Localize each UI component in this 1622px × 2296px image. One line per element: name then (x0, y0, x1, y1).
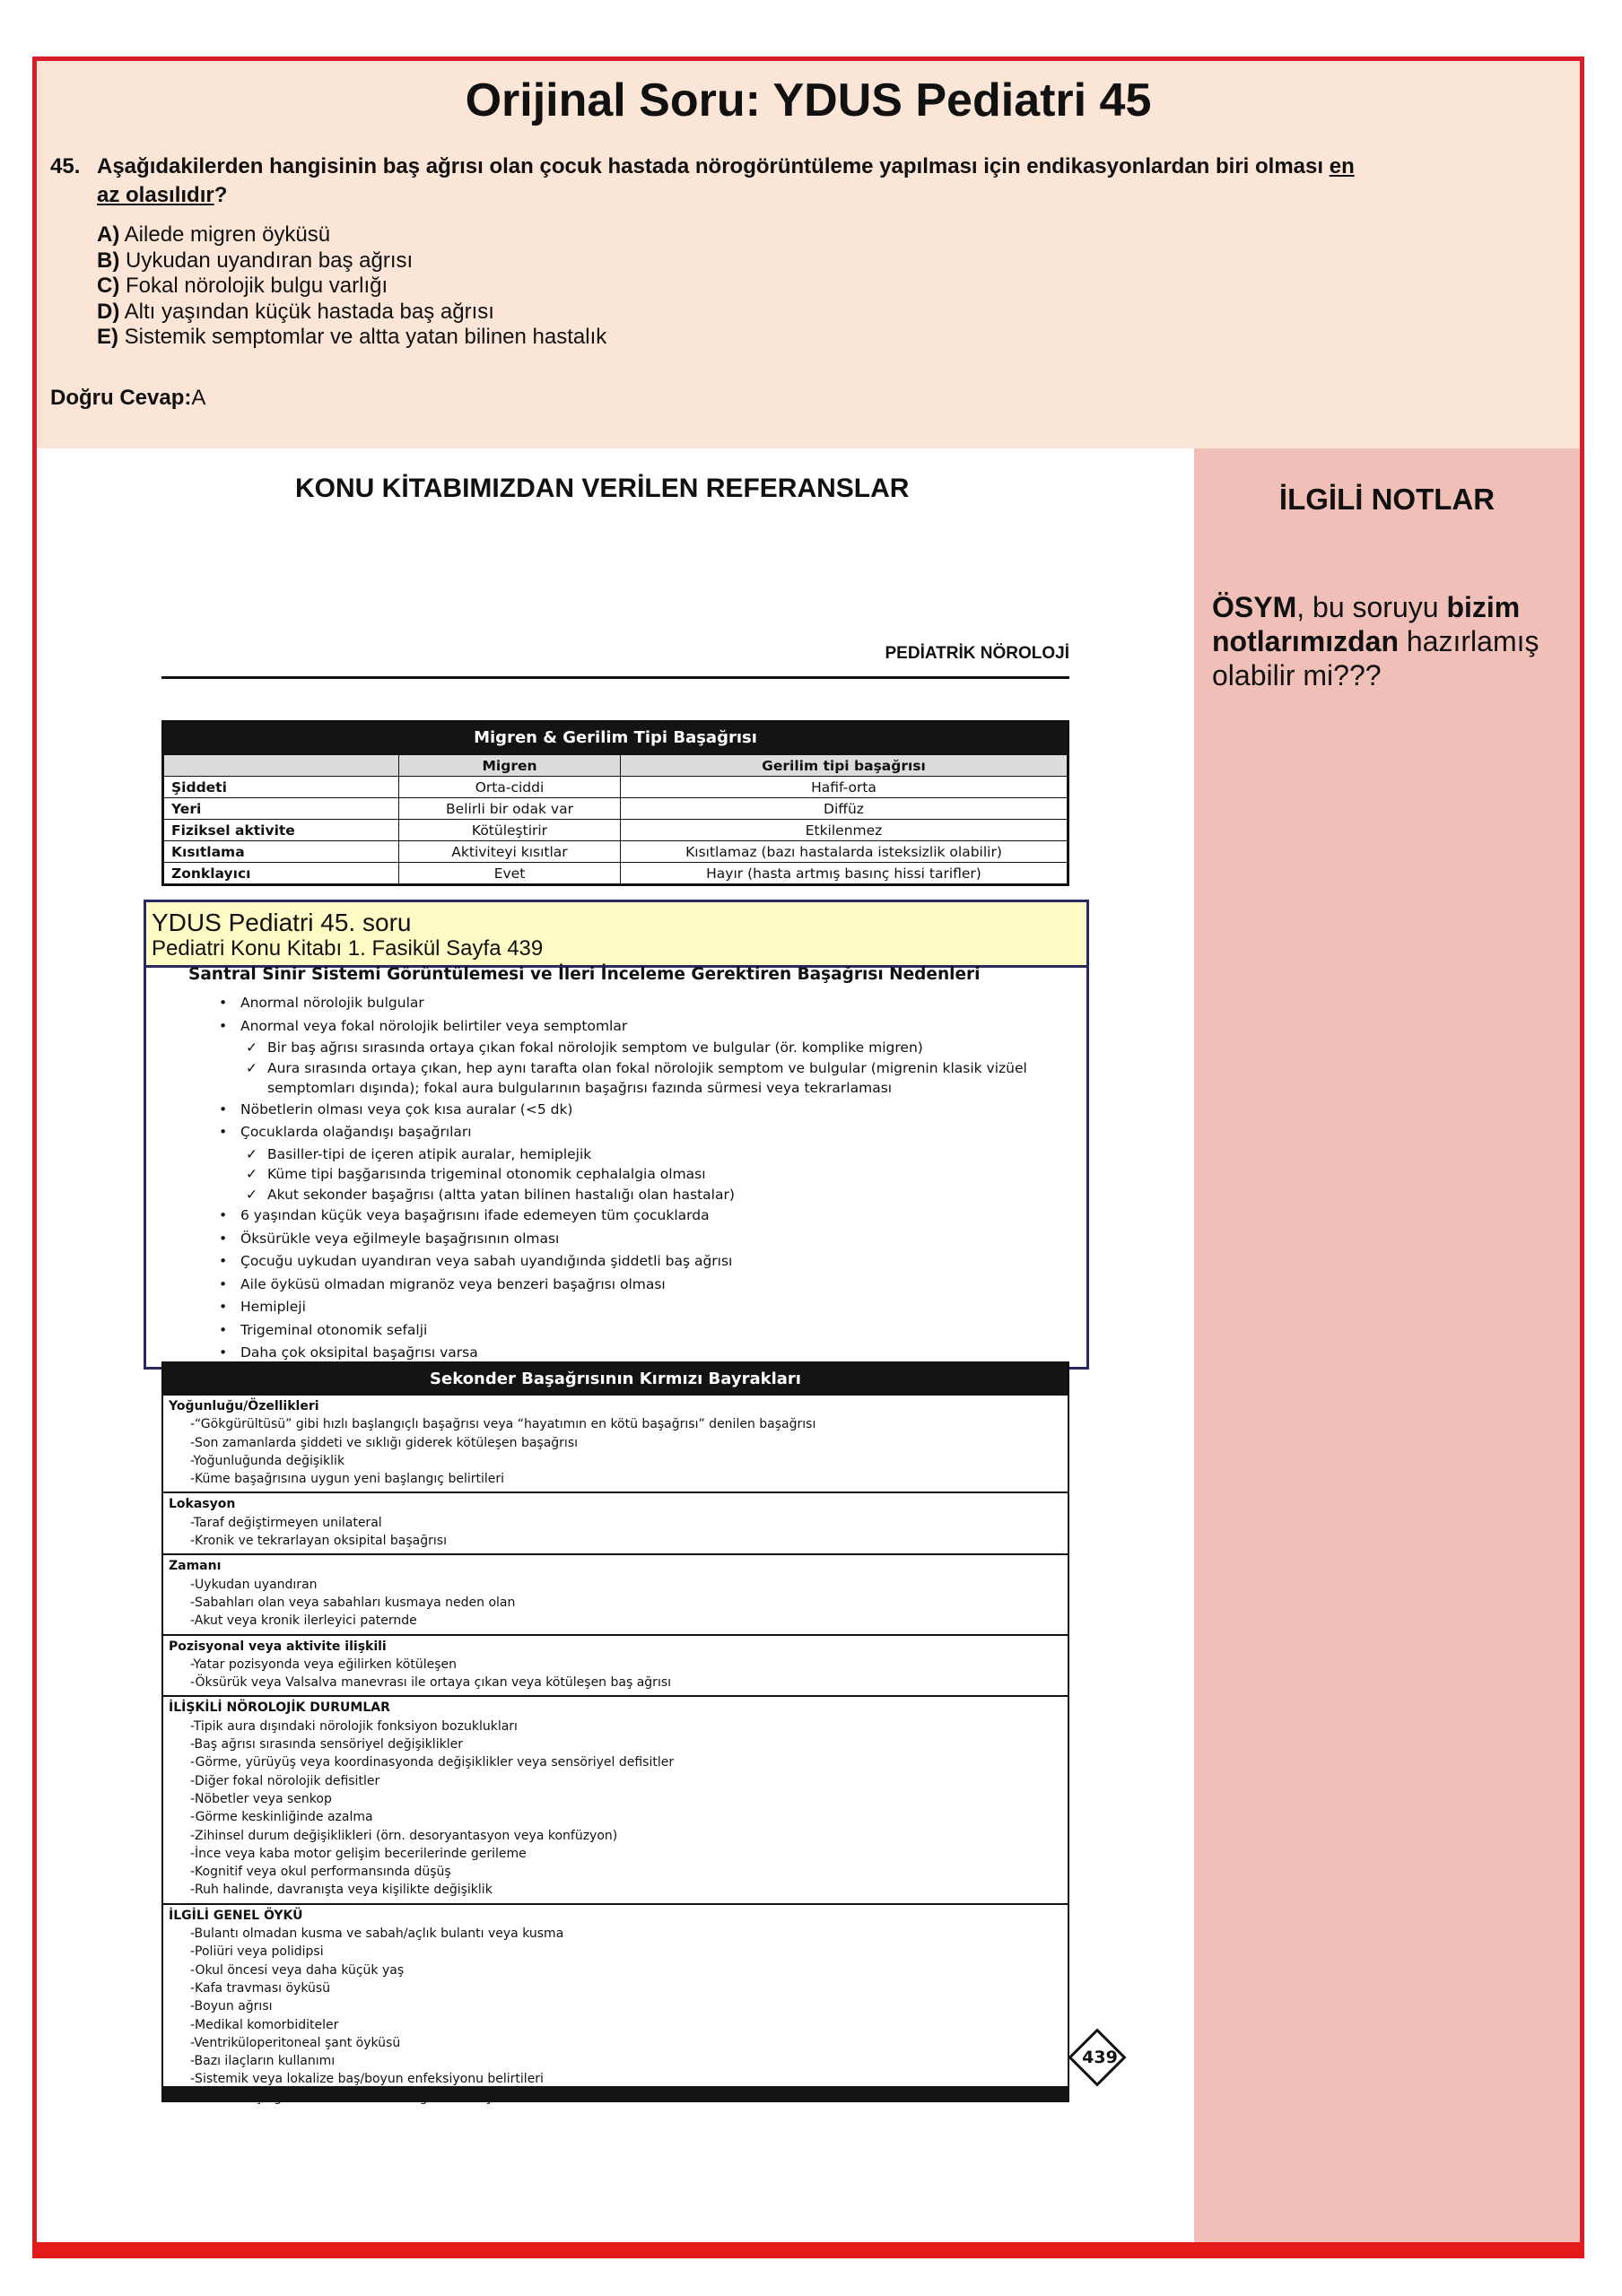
bullet-item: • Anormal nörolojik bulgular (219, 992, 1080, 1015)
bullet-item: • 6 yaşından küçük veya başağrısını ifade edemeyen tüm çocuklarda (219, 1205, 1080, 1228)
check-icon: ✓ (246, 1039, 257, 1056)
question-number: 45. (50, 154, 81, 178)
section-item: -Uykudan uyandıran (190, 1577, 318, 1592)
bullet-item: • Anormal veya fokal nörolojik belirtiler veya semptomlar (219, 1015, 1080, 1039)
option-d: D) Altı yaşından küçük hastada baş ağrısı (97, 299, 494, 324)
section-item: -Zihinsel durum değişiklikleri (örn. desoryantasyon veya konfüzyon) (190, 1828, 618, 1843)
bullet-item: • Daha çok oksipital başağrısı varsa (219, 1342, 1080, 1365)
section-item: -Ventriküloperitoneal şant öyküsü (190, 2035, 401, 2050)
question-emphasis-1: en (1329, 154, 1355, 178)
section-item: -Görme keskinliğinde azalma (190, 1810, 373, 1825)
table-row: Fiziksel aktivite Kötüleştirir Etkilenmez (164, 820, 1068, 841)
section-heading: İLGİLİ GENEL ÖYKÜ (169, 1908, 303, 1923)
bullet-item: • Çocuğu uykudan uyandıran veya sabah uyandığında şiddetli baş ağrısı (219, 1250, 1080, 1274)
section-item: -Nöbetler veya senkop (190, 1791, 332, 1806)
page-title: Orijinal Soru: YDUS Pediatri 45 (465, 74, 1152, 126)
section-item: -Yoğunluğunda değişiklik (190, 1453, 345, 1468)
bullet-icon: • (219, 1124, 228, 1140)
red-flag-section (163, 1697, 1068, 1904)
sub-item: ✓ Küme tipi başğarısında trigeminal otonomik cephalalgia olması (219, 1164, 1080, 1185)
bullet-icon: • (219, 1299, 228, 1315)
table-row: Kısıtlama Aktiviteyi kısıtlar Kısıtlamaz (bazı hastalarda isteksizlik olabilir) (164, 841, 1068, 863)
page-number: 439 (1082, 2048, 1118, 2067)
notes-panel (1194, 448, 1580, 2242)
bullet-icon: • (219, 1230, 228, 1247)
question-emphasis-2: az olasılıdır (97, 183, 214, 207)
check-icon: ✓ (246, 1166, 257, 1182)
section-item: -Kronik ve tekrarlayan oksipital başağrısı (190, 1534, 447, 1549)
section-item: -Taraf değiştirmeyen unilateral (190, 1515, 382, 1530)
sekonder-bottom-bar (161, 2086, 1069, 2102)
check-icon: ✓ (246, 1059, 257, 1076)
section-item: -Son zamanlarda şiddeti ve sıklığı giderek kötüleşen başağrısı (190, 1435, 579, 1450)
red-flag-section (163, 1905, 1068, 2110)
section-heading: İLİŞKİLİ NÖROLOJİK DURUMLAR (169, 1700, 390, 1716)
section-heading: Pozisyonal veya aktivite ilişkili (169, 1639, 387, 1654)
book-header-rule (161, 676, 1069, 679)
section-heading: Yoğunluğu/Özellikleri (169, 1399, 319, 1413)
table-row: Şiddeti Orta-ciddi Hafif-orta (164, 777, 1068, 798)
notes-text: ÖSYM, bu soruyu bizim notlarımızdan hazırlamış olabilir mi??? (1212, 591, 1539, 691)
check-icon: ✓ (246, 1145, 257, 1162)
section-item: -Öksürük veya Valsalva manevrası ile ortaya çıkan veya kötüleşen baş ağrısı (190, 1675, 672, 1691)
section-item: -Diğer fokal nörolojik defisitler (190, 1773, 380, 1788)
bullet-icon: • (219, 1100, 228, 1118)
sub-item: ✓ Basiller-tipi de içeren atipik auralar, hemiplejik (219, 1144, 1080, 1165)
bullet-icon: • (219, 995, 228, 1011)
section-item: -Boyun ağrısı (190, 1999, 273, 2014)
section-item: -Ruh halinde, davranışta veya kişilikte değişiklik (190, 1883, 493, 1898)
red-flag-section (163, 1636, 1068, 1698)
sekonder-table (161, 1361, 1069, 2102)
santral-list (219, 992, 1080, 1365)
section-item: -Tipik aura dışındaki nörolojik fonksiyon bozuklukları (190, 1718, 518, 1734)
bullet-item: • Öksürükle veya eğilmeyle başağrısının olması (219, 1228, 1080, 1251)
option-c: C) Fokal nörolojik bulgu varlığı (97, 274, 388, 298)
bullet-item: • Hemipleji (219, 1296, 1080, 1319)
sub-item: semptomları dışında); fokal aura bulgularının başağrısı fazında sürmesi veya tekrarlaması (267, 1080, 893, 1096)
section-item: -Okul öncesi veya daha küçük yaş (190, 1962, 405, 1978)
section-heading: Zamanı (169, 1559, 222, 1574)
santral-title: Santral Sinir Sistemi Görüntülemesi ve İleri İnceleme Gerektiren Başağrısı Nedenleri (188, 965, 981, 984)
sub-item: ✓ Akut sekonder başağrısı (altta yatan bilinen hastalığı olan hastalar) (219, 1185, 1080, 1205)
bullet-icon: • (219, 1344, 228, 1361)
bottom-red-bar (32, 2242, 1584, 2258)
section-item: -İnce veya kaba motor gelişim becerilerinde gerileme (190, 1846, 527, 1861)
sekonder-table-caption: Sekonder Başağrısının Kırmızı Bayrakları (163, 1363, 1068, 1396)
bullet-item: • Trigeminal otonomik sefalji (219, 1319, 1080, 1343)
section-item: -Medikal komorbiditeler (190, 2017, 339, 2032)
answer-options (97, 222, 606, 351)
bullet-icon: • (219, 1321, 228, 1338)
sub-item: ✓ Aura sırasında ortaya çıkan, hep aynı tarafta olan fokal nörolojik semptom ve bulgular (migrenin klasik vizüel (219, 1058, 1080, 1079)
notes-title: İLGİLİ NOTLAR (1278, 483, 1496, 516)
ydus-source-line1: YDUS Pediatri 45. soru (152, 909, 412, 936)
table-header-row: Migren Gerilim tipi başağrısı (164, 755, 1068, 777)
references-title: KONU KİTABIMIZDAN VERİLEN REFERANSLAR (295, 474, 910, 503)
bullet-item: • Çocuklarda olağandışı başağrıları (219, 1121, 1080, 1144)
bullet-item: • Nöbetlerin olması veya çok kısa auralar (<5 dk) (219, 1099, 1080, 1122)
migren-table-caption: Migren & Gerilim Tipi Başağrısı (163, 722, 1068, 754)
ydus-source-label (144, 900, 1089, 968)
table-row: Zonklayıcı Evet Hayır (hasta artmış basınç hissi tarifler) (164, 863, 1068, 884)
sub-item: ✓ Bir baş ağrısı sırasında ortaya çıkan fokal nörolojik semptom ve bulgular (ör. komplike migren) (219, 1038, 1080, 1058)
table-row: Yeri Belirli bir odak var Diffüz (164, 798, 1068, 820)
question-text (97, 152, 1514, 210)
ydus-source-line2: Pediatri Konu Kitabı 1. Fasikül Sayfa 439 (152, 936, 544, 961)
sekonder-sections (163, 1396, 1068, 2110)
section-item: -Görme, yürüyüş veya koordinasyonda değişiklikler veya sensöriyel defisitler (190, 1755, 675, 1770)
section-item: -Küme başağrısına uygun yeni başlangıç belirtileri (190, 1472, 505, 1487)
bullet-icon: • (219, 1275, 228, 1292)
option-b: B) Uykudan uyandıran baş ağrısı (97, 248, 414, 273)
section-item: -“Gökgürültüsü” gibi hızlı başlangıçlı başağrısı veya “hayatımın en kötü başağrısı” denilen başağrısı (190, 1417, 816, 1432)
section-heading: Lokasyon (169, 1497, 236, 1512)
section-item: -Yatar pozisyonda veya eğilirken kötüleşen (190, 1657, 457, 1672)
bullet-icon: • (219, 1253, 228, 1269)
section-item: -Bulantı olmadan kusma ve sabah/açlık bulantı veya kusma (190, 1926, 564, 1942)
migren-table (161, 720, 1069, 886)
question-text-main: Aşağıdakilerden hangisinin baş ağrısı olan çocuk hastada nörogörüntüleme yapılması için endikasyonlardan biri olması (97, 154, 1330, 178)
bullet-item: • Aile öyküsü olmadan migranöz veya benzeri başağrısı olması (219, 1274, 1080, 1297)
question-mark: ? (214, 183, 228, 207)
option-e: E) Sistemik semptomlar ve altta yatan bilinen hastalık (97, 325, 607, 349)
section-item: -Akut veya kronik ilerleyici paternde (190, 1613, 417, 1629)
section-item: -Poliüri veya polidipsi (190, 1944, 324, 1960)
red-flag-section (163, 1493, 1068, 1555)
section-item: -Kafa travması öyküsü (190, 1980, 331, 1996)
red-flag-section (163, 1555, 1068, 1635)
section-item: -Kognitif veya okul performansında düşüş (190, 1865, 451, 1880)
section-item: -Sabahları olan veya sabahları kusmaya neden olan (190, 1595, 516, 1610)
red-flag-section (163, 1396, 1068, 1493)
book-section-header: PEDİATRİK NÖROLOJİ (885, 644, 1069, 663)
check-icon: ✓ (246, 1186, 257, 1203)
bullet-icon: • (219, 1207, 228, 1223)
section-item: -Baş ağrısı sırasında sensöriyel değişiklikler (190, 1737, 463, 1752)
correct-answer: Doğru Cevap:A (50, 386, 206, 410)
bullet-icon: • (219, 1017, 228, 1034)
section-item: -Bazı ilaçların kullanımı (190, 2054, 336, 2069)
section-item: -Sistemik veya lokalize baş/boyun enfeksiyonu belirtileri (190, 2072, 544, 2087)
option-a: A) Ailede migren öyküsü (97, 222, 331, 247)
